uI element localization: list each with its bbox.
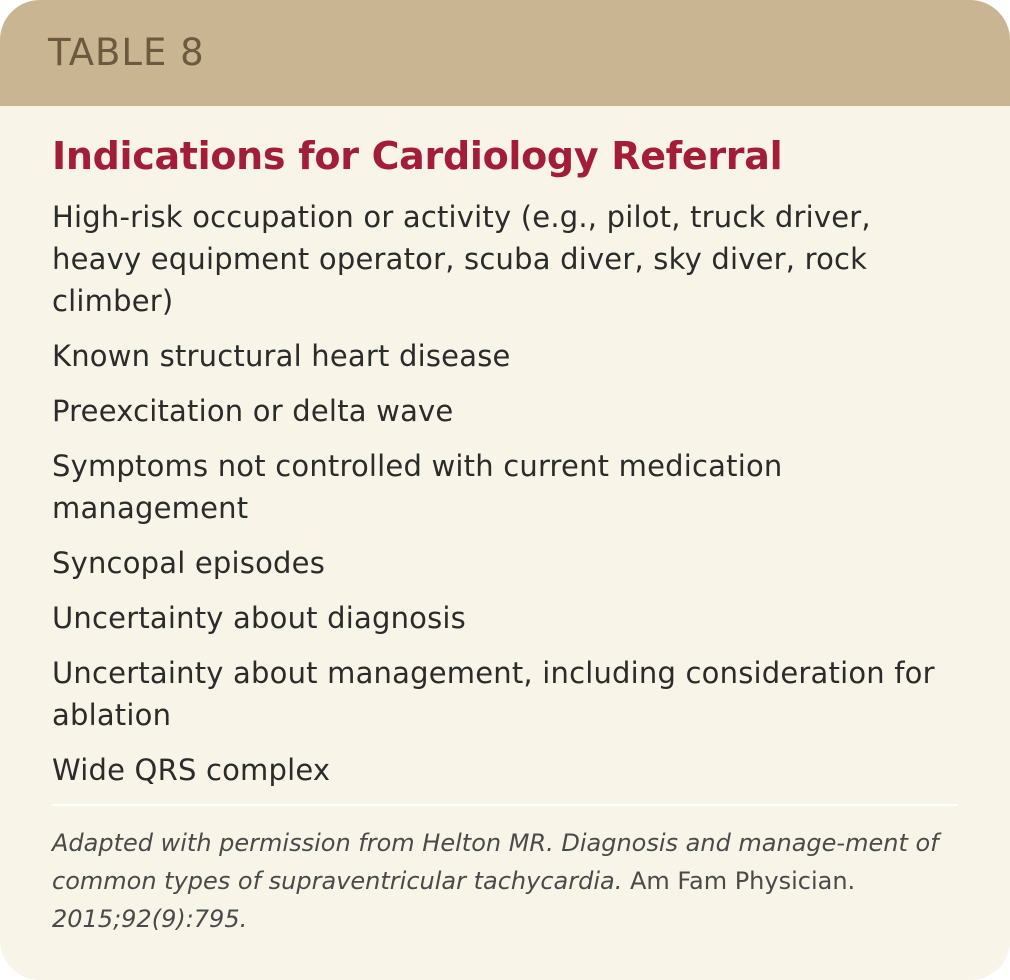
list-item: Uncertainty about diagnosis (52, 600, 466, 635)
list-item: Known structural heart disease (52, 338, 511, 373)
source-divider (52, 804, 958, 806)
list-item: Preexcitation or delta wave (52, 393, 454, 428)
table-number-label: TABLE 8 (48, 31, 205, 74)
source-citation (52, 824, 958, 938)
list-item: High-risk occupation or activity (e.g., pilot, truck driver, heavy equipment operator, scuba diver, sky diver, rock climber) (52, 199, 871, 318)
table-content (0, 136, 1010, 938)
table-title: Indications for Cardiology Referral (52, 134, 783, 178)
citation-text-italic: Adapted with permission from Helton MR. Diagnosis and manage-ment of common types of supraventricular tachycardia. (52, 828, 939, 895)
list-item: Symptoms not controlled with current medication management (52, 448, 783, 525)
table-header (0, 0, 1010, 106)
list-item: Wide QRS complex (52, 752, 331, 787)
list-item: Syncopal episodes (52, 545, 326, 580)
citation-volume: 2015;92(9):795. (52, 904, 248, 933)
list-item: Uncertainty about management, including consideration for ablation (52, 655, 935, 732)
citation-journal: Am Fam Physician. (629, 866, 856, 895)
indications-list (52, 196, 958, 791)
